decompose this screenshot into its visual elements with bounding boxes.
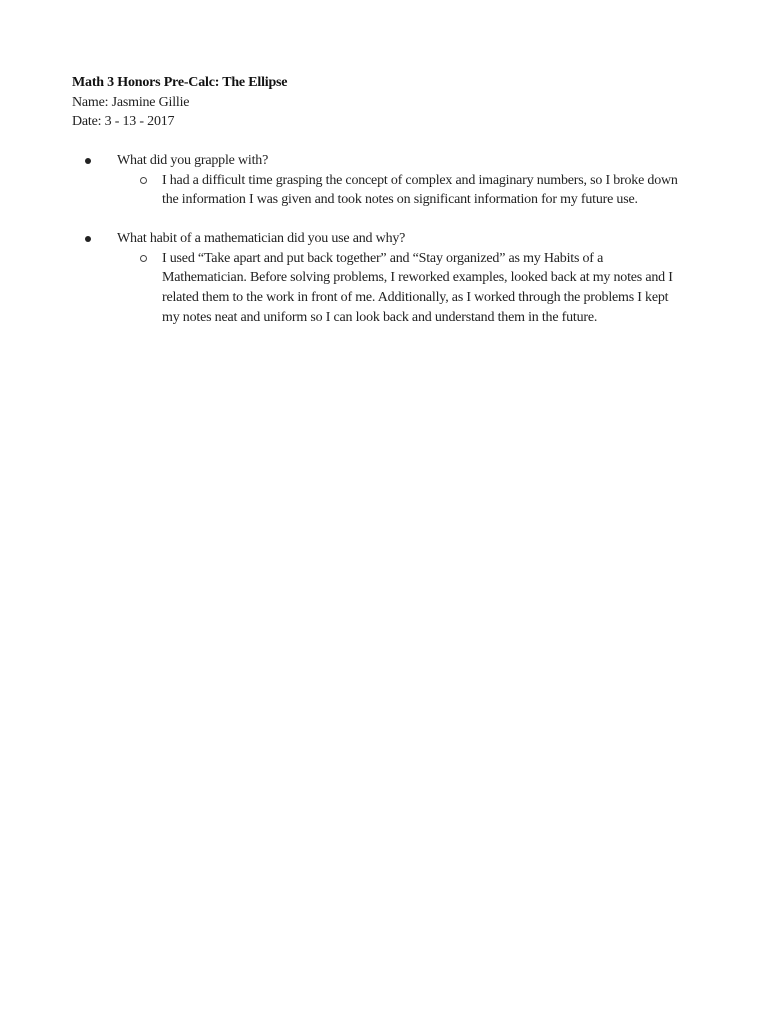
answer-2-line: Mathematician. Before solving problems, I reworked examples, looked back at my notes and I <box>162 270 673 285</box>
answer-1-line: I had a difficult time grasping the concept of complex and imaginary numbers, so I broke down <box>162 173 678 188</box>
bullet-icon <box>85 236 91 242</box>
question-2: What habit of a mathematician did you use and why? <box>117 231 406 246</box>
hollow-bullet-icon <box>140 177 147 184</box>
answer-2-line: related them to the work in front of me. Additionally, as I worked through the problems I kept <box>162 290 669 305</box>
document-title: Math 3 Honors Pre-Calc: The Ellipse <box>72 75 288 90</box>
answer-2-line: I used “Take apart and put back together” and “Stay organized” as my Habits of a <box>162 251 604 266</box>
date: Date: 3 - 13 - 2017 <box>72 114 175 129</box>
answer-1-line: the information I was given and took notes on significant information for my future use. <box>162 192 638 207</box>
student-name: Name: Jasmine Gillie <box>72 95 190 110</box>
hollow-bullet-icon <box>140 255 147 262</box>
answer-2-line: my notes neat and uniform so I can look back and understand them in the future. <box>162 310 598 325</box>
question-1: What did you grapple with? <box>117 153 269 168</box>
bullet-icon <box>85 158 91 164</box>
